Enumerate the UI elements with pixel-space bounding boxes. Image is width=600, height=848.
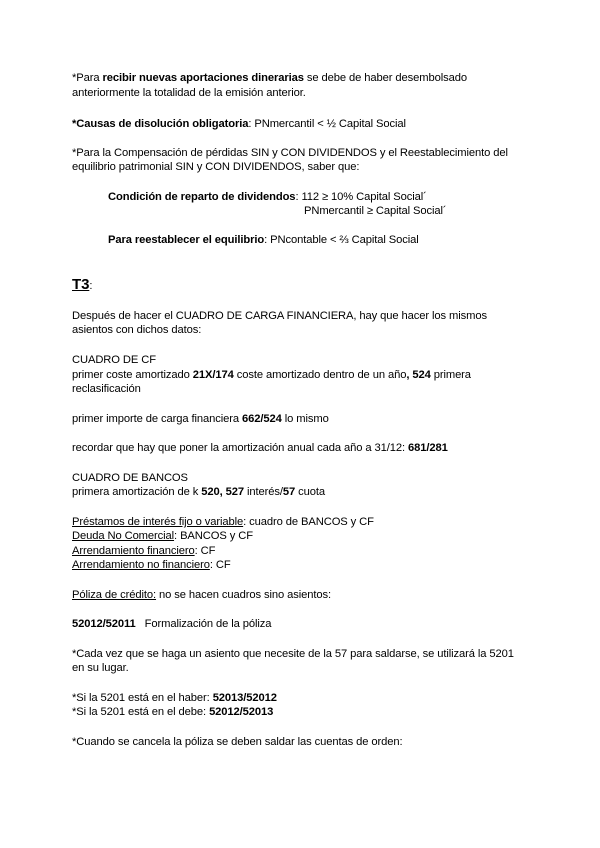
bold-text: 52012/52013 — [209, 706, 274, 718]
underlined-text: Préstamos de interés fijo o variable — [72, 516, 244, 528]
text: : — [89, 280, 93, 292]
formalizacion-line — [72, 617, 271, 631]
cancelacion-line: *Cuando se cancela la póliza se deben saldar las cuentas de orden: — [72, 736, 403, 748]
equilibrio-line — [108, 233, 419, 247]
text: Formalización de la póliza — [135, 618, 272, 630]
cf-line-3 — [72, 412, 329, 426]
cf-line-4 — [72, 441, 448, 455]
intro-line-1: Después de hacer el CUADRO DE CARGA FINANCIERA, hay que hacer los mismos — [72, 310, 487, 322]
condicion-line-1 — [108, 190, 427, 204]
bancos-line — [72, 485, 325, 499]
text: interés/ — [243, 486, 283, 498]
bold-text: Condición de reparto de dividendos — [108, 191, 296, 203]
t3-title: T3 — [72, 276, 90, 293]
text: : cuadro de BANCOS y CF — [243, 516, 374, 528]
aportaciones-line-2: anteriormente la totalidad de la emisión anterior. — [72, 87, 306, 99]
text: : BANCOS y CF — [174, 530, 253, 542]
text: cuota — [295, 486, 326, 498]
poliza-line — [72, 588, 331, 602]
compensacion-line-2: equilibrio patrimonial SIN y CON DIVIDENDOS, saber que: — [72, 161, 360, 173]
text: *Si la 5201 está en el haber: — [72, 692, 213, 704]
text: : PNcontable < ⅔ Capital Social — [264, 234, 419, 246]
condicion-line-2: PNmercantil ≥ Capital Social´ — [304, 205, 447, 217]
text: se debe de haber desembolsado — [303, 72, 467, 84]
text: coste amortizado dentro de un año — [233, 369, 407, 381]
text: primera — [430, 369, 471, 381]
poliza-note-line-2: en su lugar. — [72, 662, 129, 674]
haber-line — [72, 691, 277, 705]
disolucion-line — [72, 117, 406, 131]
bold-text: 52012/52011 — [72, 618, 136, 630]
text: no se hacen cuadros sino asientos: — [156, 589, 332, 601]
bold-text: 520, 527 — [201, 486, 244, 498]
text: recordar que hay que poner la amortización anual cada año a 31/12: — [72, 442, 408, 454]
text: : 112 ≥ 10% Capital Social´ — [295, 191, 427, 203]
text: : CF — [194, 545, 216, 557]
text: primera amortización de k — [72, 486, 202, 498]
text: : PNmercantil < ½ Capital Social — [248, 118, 406, 130]
bold-text: 681/281 — [408, 442, 448, 454]
text: primer coste amortizado — [72, 369, 193, 381]
intro-line-2: asientos con dichos datos: — [72, 324, 202, 336]
underlined-text: Arrendamiento financiero — [72, 545, 195, 557]
bold-text: 662/524 — [241, 413, 282, 425]
text: *Si la 5201 está en el debe: — [72, 706, 210, 718]
bold-text: *Causas de disolución obligatoria — [72, 118, 249, 130]
prestamos-line-3 — [72, 544, 215, 558]
compensacion-line-1: *Para la Compensación de pérdidas SIN y CON DIVIDENDOS y el Reestablecimiento del — [72, 147, 508, 159]
text: *Para — [72, 72, 103, 84]
bold-text: Para reestablecer el equilibrio — [108, 234, 265, 246]
text: : CF — [209, 559, 231, 571]
poliza-note-line-1: *Cada vez que se haga un asiento que necesite de la 57 para saldarse, se utilizará la 5201 — [72, 648, 514, 660]
text: primer importe de carga financiera — [72, 413, 242, 425]
prestamos-line-1 — [72, 515, 374, 529]
prestamos-line-4 — [72, 558, 231, 572]
prestamos-line-2 — [72, 529, 253, 543]
section-heading-t3 — [72, 276, 92, 294]
text: lo mismo — [281, 413, 329, 425]
bold-text: recibir nuevas aportaciones dinerarias — [102, 72, 304, 84]
underlined-text: Deuda No Comercial — [72, 530, 175, 542]
cuadro-cf-heading: CUADRO DE CF — [72, 354, 156, 366]
aportaciones-line-1 — [72, 71, 467, 85]
bold-text: 57 — [282, 486, 296, 498]
underlined-text: Arrendamiento no financiero — [72, 559, 210, 571]
cf-line-2: reclasificación — [72, 383, 141, 395]
bold-text: 21X/174 — [192, 369, 234, 381]
underlined-text: Póliza de crédito: — [72, 589, 157, 601]
cuadro-bancos-heading: CUADRO DE BANCOS — [72, 472, 188, 484]
bold-text: , 524 — [406, 369, 431, 381]
cf-line-1 — [72, 368, 471, 382]
bold-text: 52013/52012 — [212, 692, 277, 704]
debe-line — [72, 705, 273, 719]
